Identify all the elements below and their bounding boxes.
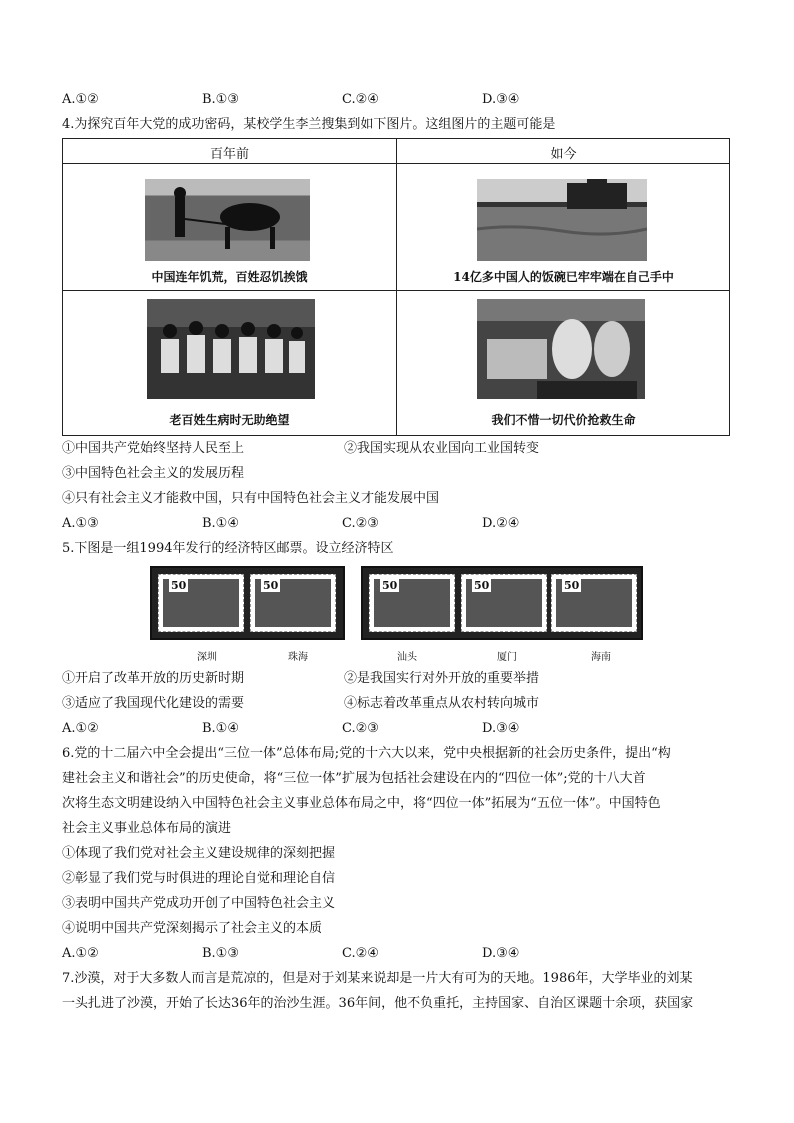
option-a: A.①② <box>62 946 99 961</box>
q5-item-1: ①开启了改革开放的历史新时期 <box>62 671 245 686</box>
q5-item-4: ④标志着改革重点从农村转向城市 <box>344 696 540 711</box>
stamp-zhuhai: 50 <box>250 574 336 632</box>
stamp-xiamen: 50 <box>461 574 547 632</box>
option-b: B.①④ <box>202 516 239 531</box>
q6-item-2: ②彰显了我们党与时俱进的理论自觉和理论自信 <box>62 871 336 886</box>
city-label: 深圳 <box>197 652 217 663</box>
photo-medical <box>477 299 645 399</box>
option-b: B.①③ <box>202 92 239 107</box>
option-c: C.②③ <box>342 516 379 531</box>
photo-farmer-ox <box>145 179 310 261</box>
q6-item-1: ①体现了我们党对社会主义建设规律的深刻把握 <box>62 846 336 861</box>
photo-crowd <box>147 299 315 399</box>
q5-stem: 5.下图是一组1994年发行的经济特区邮票。设立经济特区 <box>62 541 394 556</box>
option-d: D.③④ <box>482 721 520 736</box>
q4-item-2: ②我国实现从农业国向工业国转变 <box>344 441 540 456</box>
option-a: A.①③ <box>62 516 99 531</box>
q4-options <box>62 515 742 533</box>
q7-stem-line: 一头扎进了沙漠，开始了长达36年的治沙生涯。36年间，他不负重托，主持国家、自治区课题十余项，获国家 <box>62 996 694 1011</box>
q6-stem-line: 社会主义事业总体布局的演进 <box>62 821 232 836</box>
caption-famine: 中国连年饥荒，百姓忍饥挨饿 <box>151 270 308 284</box>
q4-picture-table <box>62 138 730 436</box>
option-d: D.②④ <box>482 516 520 531</box>
city-label: 海南 <box>591 652 611 663</box>
caption-save-lives: 我们不惜一切代价抢救生命 <box>491 413 636 427</box>
stamp-shantou: 50 <box>369 574 455 632</box>
city-label: 珠海 <box>288 652 308 663</box>
q6-stem-line: 6.党的十二届六中全会提出“三位一体”总体布局;党的十六大以来，党中央根据新的社会历史条件，提出“构 <box>62 746 671 761</box>
option-d: D.③④ <box>482 946 520 961</box>
q4-stem: 4.为探究百年大党的成功密码，某校学生李兰搜集到如下图片。这组图片的主题可能是 <box>62 117 556 132</box>
caption-food-security: 14亿多中国人的饭碗已牢牢端在自己手中 <box>453 270 674 284</box>
city-label: 汕头 <box>397 652 417 663</box>
stamp-strip-right <box>361 566 643 640</box>
q4-item-1: ①中国共产党始终坚持人民至上 <box>62 441 245 456</box>
option-c: C.②④ <box>342 92 379 107</box>
option-c: C.②③ <box>342 721 379 736</box>
q6-stem-line: 次将生态文明建设纳入中国特色社会主义事业总体布局之中，将“四位一体”拓展为“五位一体”。中国特色 <box>62 796 661 811</box>
q6-options <box>62 945 742 963</box>
option-c: C.②④ <box>342 946 379 961</box>
q5-item-2: ②是我国实行对外开放的重要举措 <box>344 671 540 686</box>
table-header-right: 如今 <box>550 147 577 162</box>
stamp-hainan: 50 <box>551 574 637 632</box>
stamp-strip-left <box>150 566 345 640</box>
q3-options <box>62 91 742 109</box>
table-header-left: 百年前 <box>209 147 249 162</box>
option-b: B.①④ <box>202 721 239 736</box>
q5-options <box>62 720 742 738</box>
photo-harvester <box>477 179 647 261</box>
q4-item-3: ③中国特色社会主义的发展历程 <box>62 466 245 481</box>
q6-item-4: ④说明中国共产党深刻揭示了社会主义的本质 <box>62 921 323 936</box>
option-a: A.①② <box>62 92 99 107</box>
q5-item-3: ③适应了我国现代化建设的需要 <box>62 696 245 711</box>
stamp-shenzhen: 50 <box>158 574 244 632</box>
q6-item-3: ③表明中国共产党成功开创了中国特色社会主义 <box>62 896 336 911</box>
city-label: 厦门 <box>497 652 517 663</box>
caption-helpless: 老百姓生病时无助绝望 <box>169 413 290 427</box>
option-b: B.①③ <box>202 946 239 961</box>
option-d: D.③④ <box>482 92 520 107</box>
q4-item-4: ④只有社会主义才能救中国，只有中国特色社会主义才能发展中国 <box>62 491 440 506</box>
q7-stem-line: 7.沙漠，对于大多数人而言是荒凉的，但是对于刘某来说却是一片大有可为的天地。1986年，大学毕业的刘某 <box>62 971 693 986</box>
q6-stem-line: 建社会主义和谐社会”的历史使命，将“三位一体”扩展为包括社会建设在内的“四位一体”;党的十八大首 <box>62 771 646 786</box>
option-a: A.①② <box>62 721 99 736</box>
